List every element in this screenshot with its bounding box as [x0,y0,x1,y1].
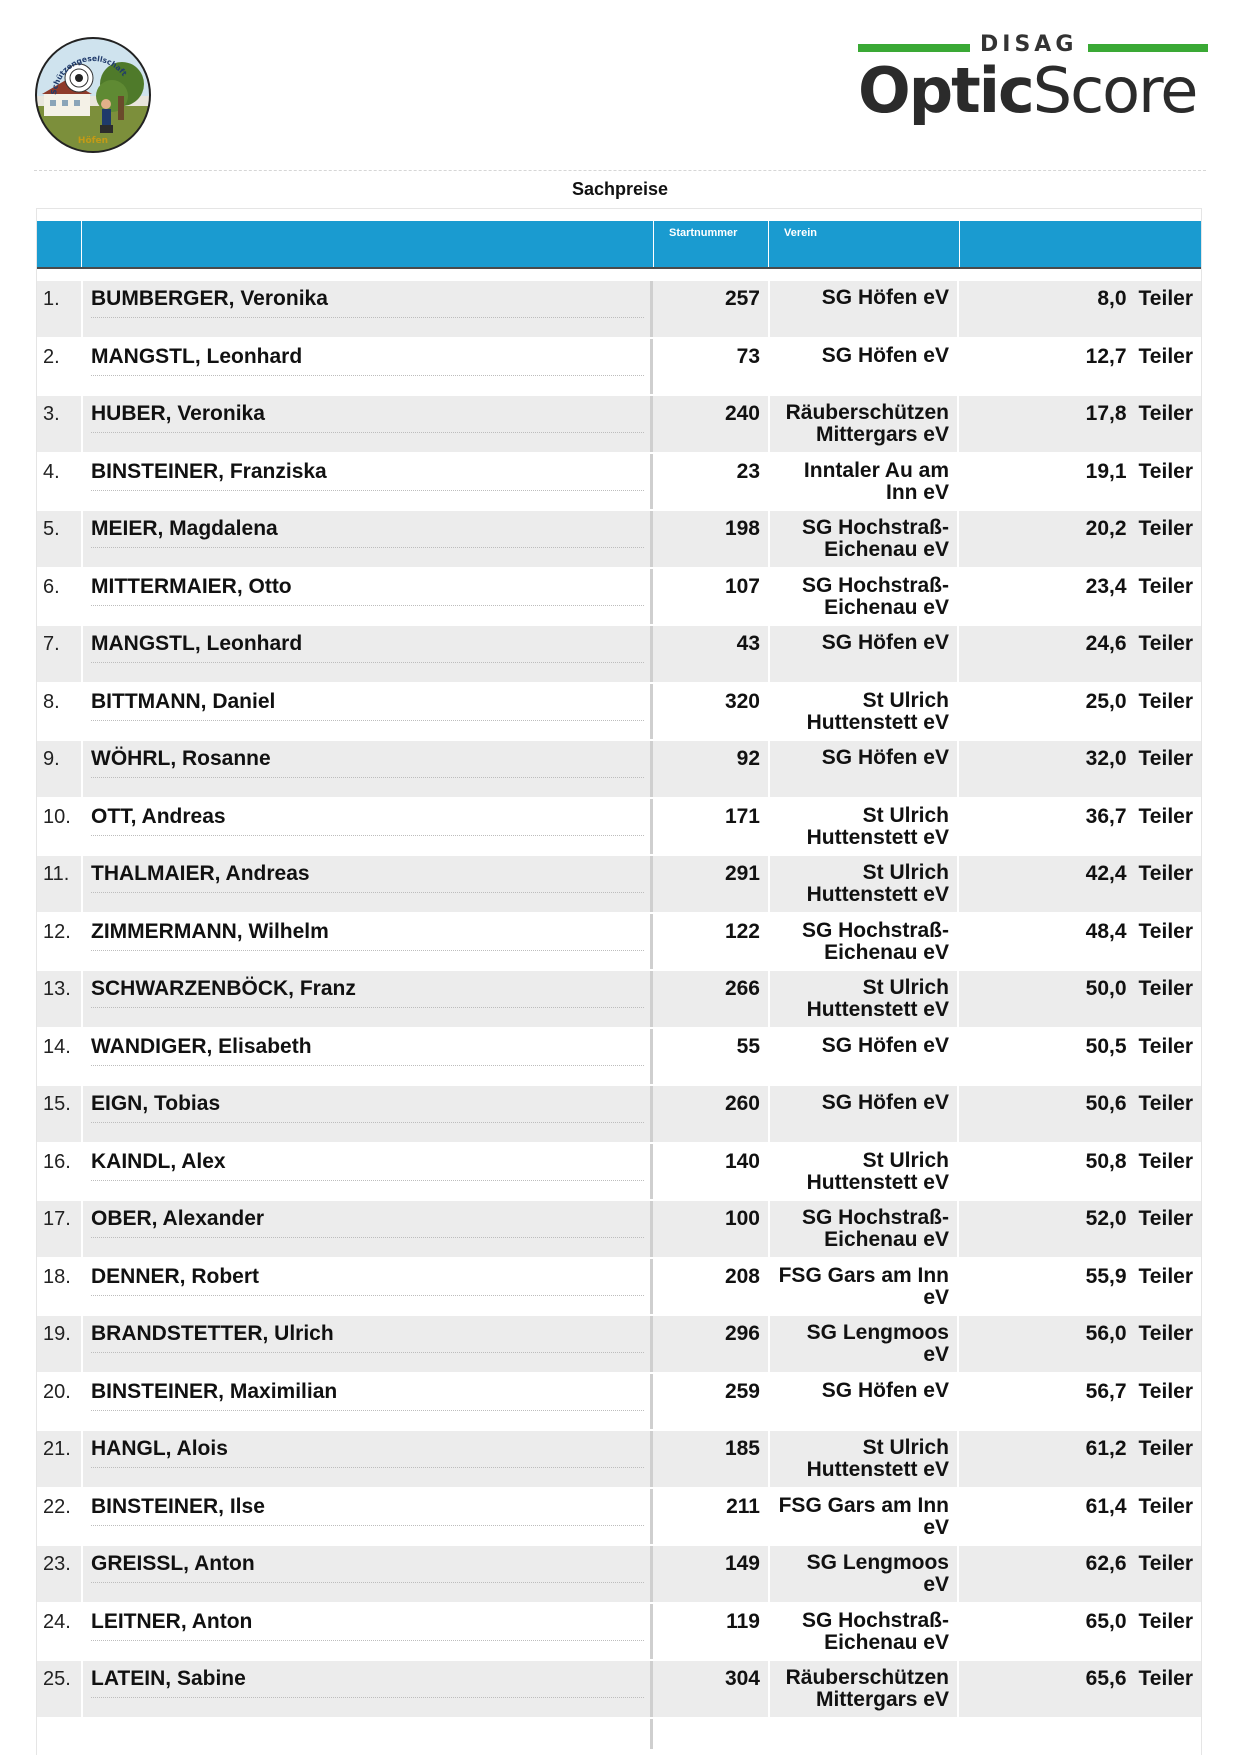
brand-name-light: Score [1032,54,1197,127]
score-value: 25,0 [1085,689,1127,713]
start-number-cell: 240 [724,402,760,425]
start-number-cell: 23 [736,459,760,483]
score-value: 65,0 [1085,1609,1127,1633]
athlete-name: WANDIGER, Elisabeth [91,1034,312,1058]
rank-cell: 15. [43,1093,71,1115]
table-row [37,1661,1201,1719]
club-cell: St Ulrich Huttenstett eV [768,1431,959,1487]
athlete-name: LATEIN, Sabine [91,1667,246,1690]
table-row [37,1259,1201,1317]
score-cell [959,1201,1201,1257]
dotted-rule [91,1640,644,1641]
table-row [37,1431,1201,1489]
name-cell [81,511,653,567]
name-cell [81,1489,653,1545]
name-cell [81,1144,653,1200]
athlete-name: SCHWARZENBÖCK, Franz [91,977,356,1000]
header-score [959,221,1201,267]
start-number-cell: 55 [736,1034,760,1058]
start-number-cell: 171 [724,804,760,828]
score-cell [959,1604,1201,1660]
rank-cell: 14. [43,1035,71,1058]
start-number-cell: 198 [724,517,760,540]
table-row [37,339,1201,397]
club-cell: St Ulrich Huttenstett eV [768,799,959,855]
dotted-rule [91,1525,644,1526]
start-number-cell: 291 [724,862,760,885]
name-cell [81,569,653,625]
rank-cell: 9. [43,748,60,770]
name-cell [81,1259,653,1315]
start-number-cell: 107 [724,574,760,598]
athlete-name: MANGSTL, Leonhard [91,344,303,368]
rank-cell: 19. [43,1323,71,1345]
athlete-name: HANGL, Alois [91,1437,228,1460]
club-cell: SG Höfen eV [768,1029,959,1085]
rank-cell: 3. [43,403,60,425]
rank-cell: 7. [43,633,60,655]
score-value: 56,7 [1085,1379,1127,1403]
table-row [37,1374,1201,1432]
score-value: 32,0 [1085,747,1127,770]
score-cell [959,1489,1201,1545]
score-unit: Teiler [1138,1207,1193,1230]
start-number-cell: 260 [724,1092,760,1115]
name-cell [81,1661,653,1717]
brand-name-bold: Optic [858,54,1033,127]
score-value: 56,0 [1085,1322,1127,1345]
dotted-rule [91,720,644,721]
score-unit: Teiler [1138,517,1193,540]
score-unit: Teiler [1138,919,1193,943]
table-row [37,396,1201,454]
athlete-name: MITTERMAIER, Otto [91,574,292,598]
dotted-rule [91,892,644,893]
club-cell: SG Hochstraß-Eichenau eV [768,1201,959,1257]
score-value: 24,6 [1085,632,1127,655]
dotted-rule [91,835,644,836]
score-unit: Teiler [1138,344,1193,368]
score-value: 50,6 [1085,1092,1127,1115]
dotted-rule [91,1122,644,1123]
start-number-cell: 304 [724,1667,760,1690]
rank-cell: 25. [43,1668,71,1690]
dotted-rule [91,1352,644,1353]
rank-cell: 20. [43,1380,71,1403]
start-number-cell: 185 [724,1437,760,1460]
athlete-name: EIGN, Tobias [91,1092,221,1115]
dotted-rule [91,1065,644,1066]
name-cell [81,684,653,740]
start-number-cell: 211 [726,1494,760,1518]
score-cell [959,914,1201,970]
club-cell: SG Höfen eV [768,281,959,337]
score-cell [959,281,1201,337]
rank-cell: 6. [43,575,60,598]
score-cell [959,1316,1201,1372]
athlete-name: BINSTEINER, Ilse [91,1494,265,1518]
start-number-cell: 73 [736,344,760,368]
start-number-cell: 266 [724,977,760,1000]
header-divider [34,170,1206,171]
rank-cell: 24. [43,1610,71,1633]
rank-cell: 17. [43,1208,71,1230]
header-startnummer: Startnummer [653,221,768,267]
club-cell: SG Lengmoos eV [768,1546,959,1602]
rank-cell: 23. [43,1553,71,1575]
club-cell: St Ulrich Huttenstett eV [768,971,959,1027]
name-cell [81,1546,653,1602]
table-row [37,569,1201,627]
athlete-name: HUBER, Veronika [91,402,265,425]
score-unit: Teiler [1138,689,1193,713]
name-cell [81,626,653,682]
club-cell: SG Höfen eV [768,626,959,682]
rank-cell: 22. [43,1495,71,1518]
score-cell [959,1661,1201,1717]
score-cell [959,1029,1201,1085]
club-cell: St Ulrich Huttenstett eV [768,684,959,740]
club-cell: Inntaler Au am Inn eV [768,454,959,510]
table-row [37,741,1201,799]
table-row [37,1546,1201,1604]
dotted-rule [91,1410,644,1411]
name-cell [81,1086,653,1142]
athlete-name: BINSTEINER, Maximilian [91,1379,338,1403]
score-unit: Teiler [1138,1034,1193,1058]
athlete-name: MANGSTL, Leonhard [91,632,303,655]
athlete-name: BUMBERGER, Veronika [91,287,328,310]
athlete-name: BITTMANN, Daniel [91,689,276,713]
score-value: 61,2 [1085,1437,1127,1460]
club-cell: SG Hochstraß-Eichenau eV [768,569,959,625]
name-cell [81,1316,653,1372]
svg-text:Schützengesellschaft: Schützengesellschaft [49,53,129,96]
score-cell [959,1546,1201,1602]
score-value: 55,9 [1085,1264,1127,1288]
table-row [37,1604,1201,1662]
table-row [37,1201,1201,1259]
score-cell [959,1144,1201,1200]
start-number-cell: 257 [724,287,760,310]
score-unit: Teiler [1138,287,1193,310]
dotted-rule [91,432,644,433]
athlete-name: BINSTEINER, Franziska [91,459,327,483]
score-cell [959,1259,1201,1315]
club-cell: SG Lengmoos eV [768,1316,959,1372]
rank-cell: 11. [43,863,70,885]
athlete-name: WÖHRL, Rosanne [91,747,271,770]
dotted-rule [91,1237,644,1238]
score-value: 50,0 [1085,977,1127,1000]
score-cell [959,569,1201,625]
score-value: 65,6 [1085,1667,1127,1690]
club-cell: St Ulrich Huttenstett eV [768,1144,959,1200]
dotted-rule [91,950,644,951]
name-cell [81,339,653,395]
header-verein: Verein [768,221,959,267]
name-cell [81,914,653,970]
name-cell [81,971,653,1027]
header-name [81,221,653,267]
start-number-cell: 140 [724,1149,760,1173]
name-cell [81,1431,653,1487]
svg-text:Höfen: Höfen [77,136,109,146]
table-row [37,971,1201,1029]
rank-cell: 10. [43,805,71,828]
score-unit: Teiler [1138,1379,1193,1403]
club-emblem-icon [34,36,152,154]
table-row-empty [37,1719,1201,1749]
rank-cell: 12. [43,920,71,943]
table-row [37,1144,1201,1202]
score-cell [959,684,1201,740]
score-unit: Teiler [1138,1322,1193,1345]
start-number-cell: 43 [736,632,760,655]
club-cell: St Ulrich Huttenstett eV [768,856,959,912]
score-unit: Teiler [1138,1264,1193,1288]
start-number-cell: 208 [724,1264,760,1288]
score-unit: Teiler [1138,402,1193,425]
club-cell: SG Höfen eV [768,1374,959,1430]
score-unit: Teiler [1138,632,1193,655]
score-cell [959,1086,1201,1142]
table-row [37,626,1201,684]
start-number-cell: 320 [724,689,760,713]
dotted-rule [91,605,644,606]
club-cell: Räuberschützen Mittergars eV [768,396,959,452]
score-cell [959,856,1201,912]
score-unit: Teiler [1138,1149,1193,1173]
name-cell [81,396,653,452]
club-cell: SG Höfen eV [768,339,959,395]
table-row [37,799,1201,857]
club-cell: SG Höfen eV [768,741,959,797]
score-cell [959,396,1201,452]
athlete-name: OTT, Andreas [91,804,226,828]
score-value: 36,7 [1085,804,1127,828]
score-value: 62,6 [1085,1552,1127,1575]
athlete-name: MEIER, Magdalena [91,517,278,540]
score-unit: Teiler [1138,977,1193,1000]
club-logo [34,36,152,154]
name-cell [81,799,653,855]
table-row [37,684,1201,742]
dotted-rule [91,662,644,663]
name-cell [81,1374,653,1430]
brand-top-text: DISAG [980,32,1078,57]
table-row [37,1316,1201,1374]
dotted-rule [91,547,644,548]
start-number-cell: 100 [724,1207,760,1230]
table-header [37,221,1201,269]
athlete-name: OBER, Alexander [91,1207,265,1230]
name-cell [81,856,653,912]
score-value: 19,1 [1085,459,1127,483]
rank-cell: 5. [43,518,60,540]
score-unit: Teiler [1138,862,1193,885]
name-cell [81,1029,653,1085]
dotted-rule [91,490,644,491]
club-cell: SG Hochstraß-Eichenau eV [768,1604,959,1660]
score-cell [959,741,1201,797]
score-cell [959,339,1201,395]
score-cell [959,1431,1201,1487]
dotted-rule [91,375,644,376]
score-cell [959,799,1201,855]
score-value: 48,4 [1085,919,1127,943]
score-unit: Teiler [1138,1552,1193,1575]
header-rank [37,221,81,267]
brand-name [858,54,1196,127]
rank-cell: 18. [43,1265,71,1288]
brand-bar-left [858,44,970,52]
score-value: 17,8 [1085,402,1127,425]
score-value: 42,4 [1085,862,1127,885]
score-value: 20,2 [1085,517,1127,540]
rank-cell: 8. [43,690,60,713]
score-value: 23,4 [1085,574,1127,598]
start-number-cell: 296 [724,1322,760,1345]
score-value: 61,4 [1085,1494,1127,1518]
name-cell-empty [81,1719,653,1749]
table-row [37,1489,1201,1547]
results-table [36,208,1202,1755]
score-cell [959,626,1201,682]
athlete-name: BRANDSTETTER, Ulrich [91,1322,334,1345]
score-unit: Teiler [1138,1494,1193,1518]
score-unit: Teiler [1138,747,1193,770]
start-number-cell: 149 [724,1552,760,1575]
start-number-cell: 259 [724,1379,760,1403]
table-row [37,1086,1201,1144]
club-cell: FSG Gars am Inn eV [768,1489,959,1545]
dotted-rule [91,1467,644,1468]
table-body [37,281,1201,1749]
table-row [37,856,1201,914]
score-unit: Teiler [1138,804,1193,828]
athlete-name: THALMAIER, Andreas [91,862,310,885]
name-cell [81,1604,653,1660]
table-row [37,1029,1201,1087]
score-value: 52,0 [1085,1207,1127,1230]
score-value: 50,5 [1085,1034,1127,1058]
table-row [37,454,1201,512]
brand-logo [858,32,1208,138]
table-row [37,281,1201,339]
athlete-name: GREISSL, Anton [91,1552,255,1575]
club-cell: FSG Gars am Inn eV [768,1259,959,1315]
rank-cell: 21. [43,1438,71,1460]
start-number-cell: 92 [736,747,760,770]
dotted-rule [91,777,644,778]
brand-bar-right [1088,44,1208,52]
club-cell: SG Höfen eV [768,1086,959,1142]
score-unit: Teiler [1138,1437,1193,1460]
score-value: 8,0 [1097,287,1127,310]
name-cell [81,454,653,510]
rank-cell: 1. [43,288,60,310]
name-cell [81,281,653,337]
athlete-name: LEITNER, Anton [91,1609,253,1633]
score-unit: Teiler [1138,574,1193,598]
rank-cell: 16. [43,1150,71,1173]
athlete-name: DENNER, Robert [91,1264,260,1288]
score-unit: Teiler [1138,1609,1193,1633]
dotted-rule [91,1180,644,1181]
score-cell [959,1374,1201,1430]
table-row [37,914,1201,972]
dotted-rule [91,1582,644,1583]
club-cell: Räuberschützen Mittergars eV [768,1661,959,1717]
start-number-cell: 119 [726,1609,760,1633]
name-cell [81,741,653,797]
score-value: 50,8 [1085,1149,1127,1173]
athlete-name: ZIMMERMANN, Wilhelm [91,919,329,943]
rank-cell: 4. [43,460,60,483]
rank-cell: 2. [43,345,60,368]
dotted-rule [91,1295,644,1296]
dotted-rule [91,317,644,318]
dotted-rule [91,1007,644,1008]
name-cell [81,1201,653,1257]
score-unit: Teiler [1138,459,1193,483]
club-cell: SG Hochstraß-Eichenau eV [768,914,959,970]
score-cell [959,454,1201,510]
athlete-name: KAINDL, Alex [91,1149,226,1173]
score-cell [959,971,1201,1027]
page-title: Sachpreise [571,179,669,199]
table-row [37,511,1201,569]
rank-cell: 13. [43,978,71,1000]
club-cell: SG Hochstraß-Eichenau eV [768,511,959,567]
score-cell [959,511,1201,567]
start-number-cell: 122 [724,919,760,943]
score-unit: Teiler [1138,1667,1193,1690]
score-value: 12,7 [1085,344,1127,368]
dotted-rule [91,1697,644,1698]
score-unit: Teiler [1138,1092,1193,1115]
